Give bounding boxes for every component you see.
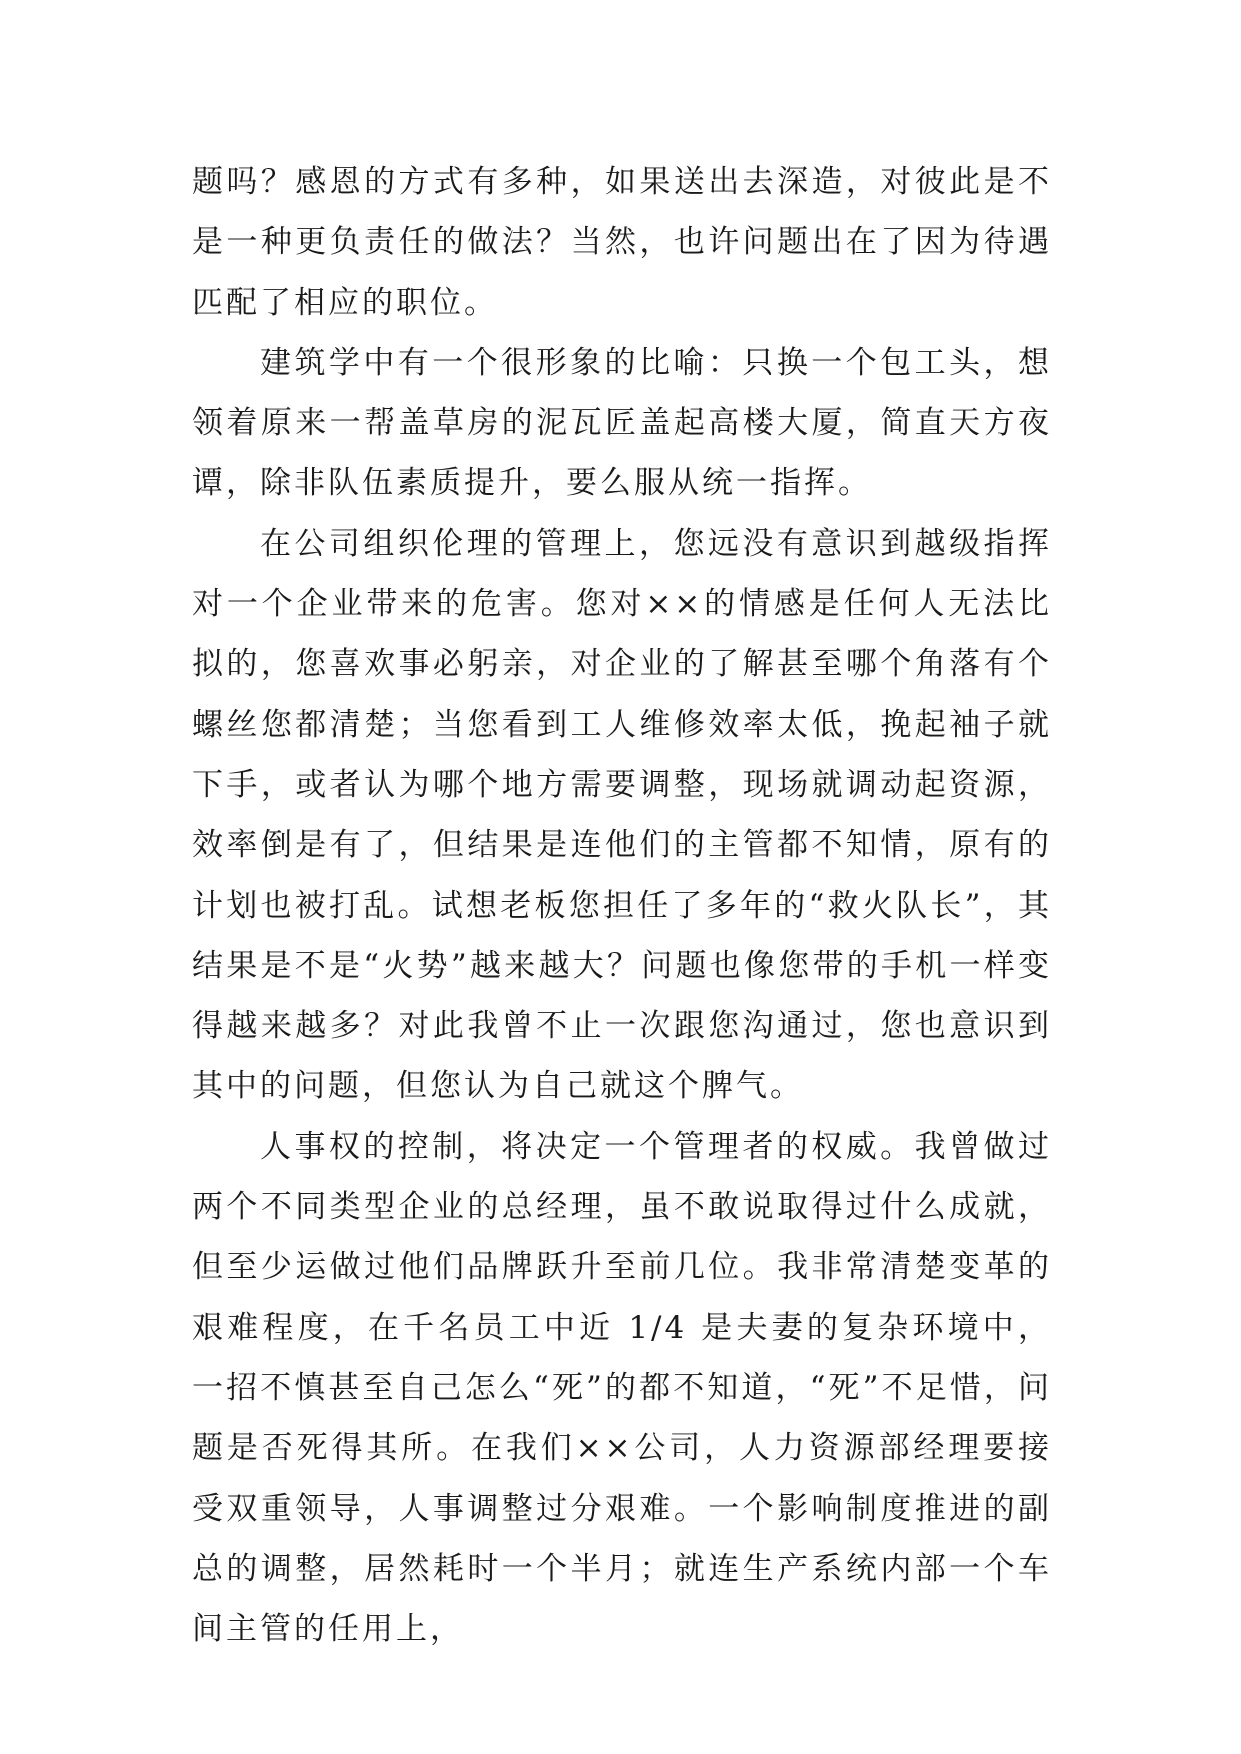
paragraph-continuation: 题吗？感恩的方式有多种，如果送出去深造，对彼此是不是一种更负责任的做法？当然，也许问题出在了因为待遇匹配了相应的职位。: [192, 164, 1052, 321]
paragraph-organizational-ethics: 在公司组织伦理的管理上，您远没有意识到越级指挥对一个企业带来的危害。您对××的情感是任何人无法比拟的，您喜欢事必躬亲，对企业的了解甚至哪个角落有个螺丝您都清楚；当您看到工人维修效率太低，挽起袖子就下手，或者认为哪个地方需要调整，现场就调动起资源，效率倒是有了，但结果是连他们的主管都不知情，原有的计划也被打乱。试想老板您担任了多年的“救火队长”，其结果是不是“火势”越来越大？问题也像您带的手机一样变得越来越多？对此我曾不止一次跟您沟通过，您也意识到其中的问题，但您认为自己就这个脾气。: [192, 525, 1052, 1105]
paragraph-personnel-authority: 人事权的控制，将决定一个管理者的权威。我曾做过两个不同类型企业的总经理，虽不敢说取得过什么成就，但至少运做过他们品牌跃升至前几位。我非常清楚变革的艰难程度，在千名员工中近 1/4 是夫妻的复杂环境中，一招不慎甚至自己怎么“死”的都不知道，“死”不足惜，问题是否死得其所。在我们××公司，人力资源部经理要接受双重领导，人事调整过分艰难。一个影响制度推进的副总的调整，居然耗时一个半月；就连生产系统内部一个车间主管的任用上，: [192, 1128, 1052, 1648]
paragraph-architecture-metaphor: 建筑学中有一个很形象的比喻：只换一个包工头，想领着原来一帮盖草房的泥瓦匠盖起高楼大厦，简直天方夜谭，除非队伍素质提升，要么服从统一指挥。: [192, 344, 1052, 502]
body-text: [192, 152, 1052, 1659]
